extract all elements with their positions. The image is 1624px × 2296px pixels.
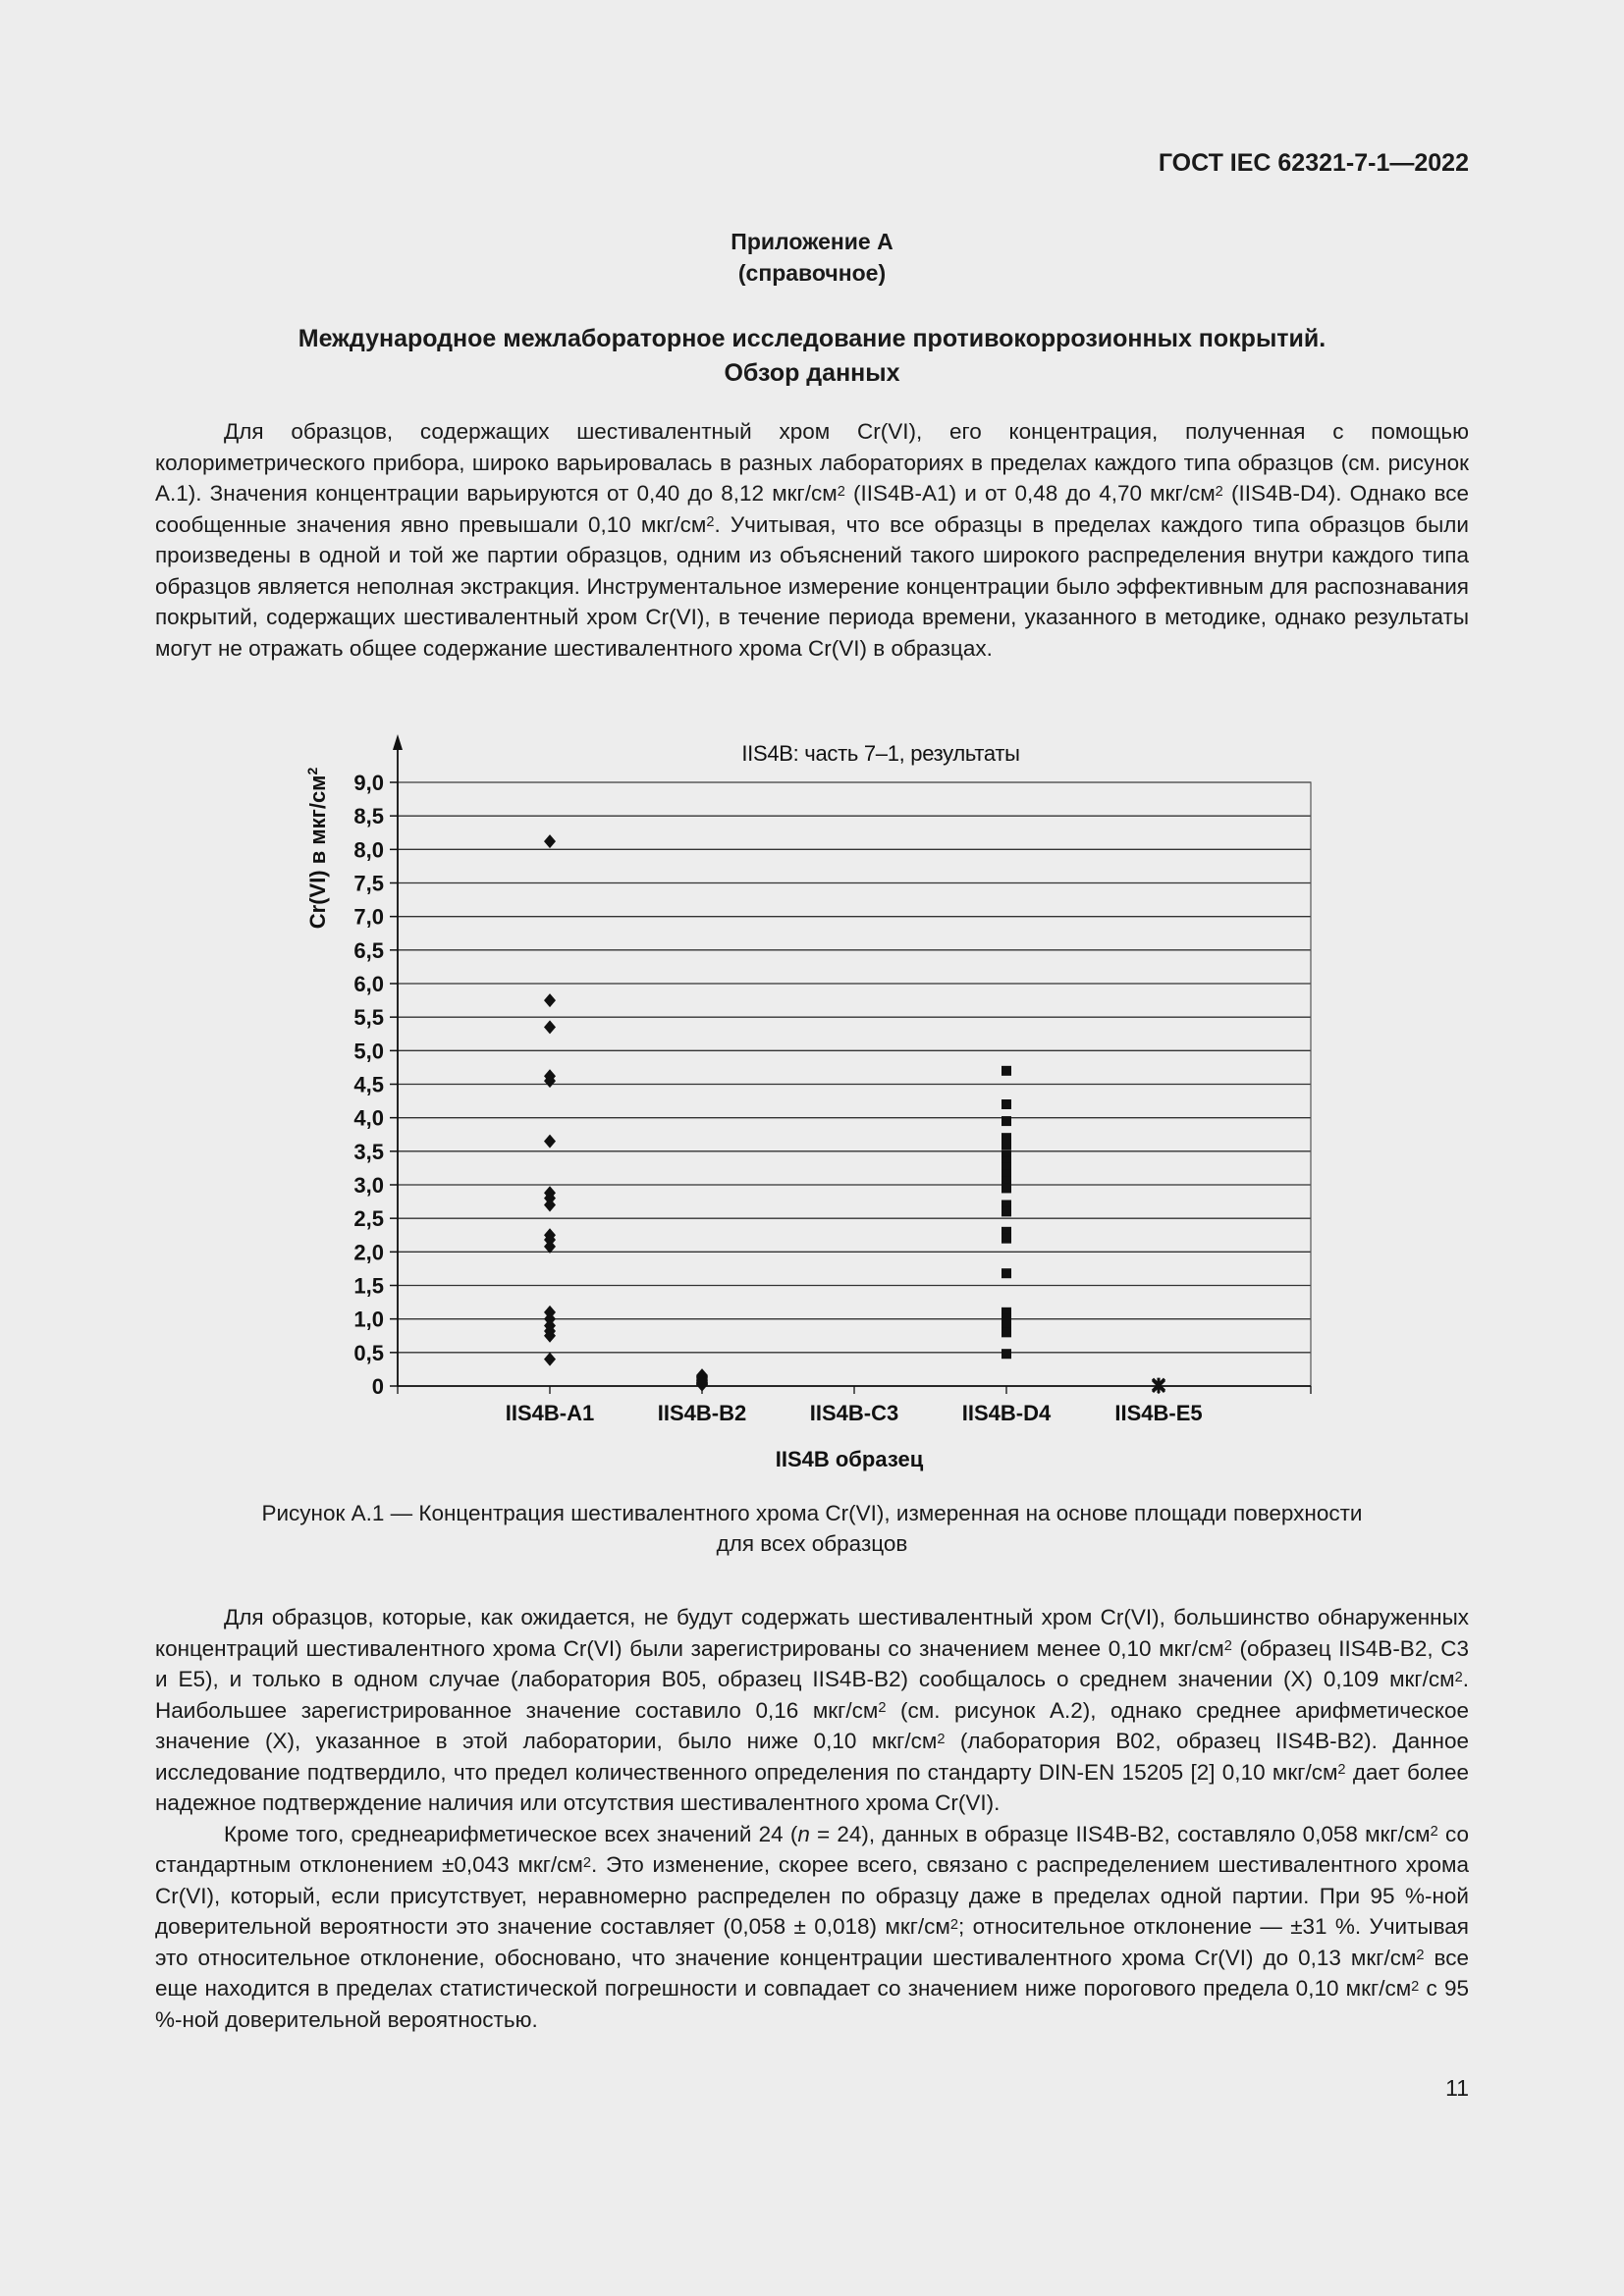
data-point	[1001, 1206, 1011, 1216]
superscript: 2	[1411, 1978, 1420, 1995]
text-run: (IIS4B-D4). Однако все сообщенные значения явно превышали 0,10 мкг/см	[155, 481, 1469, 537]
y-tick-label: 0	[371, 1374, 384, 1399]
y-tick-label: 1,0	[353, 1307, 384, 1332]
y-tick-label: 9,0	[353, 771, 384, 795]
chart-axes	[390, 734, 1311, 1394]
data-point	[1001, 1349, 1011, 1359]
text-run: со стандартным отклонением ±0,043 мкг/см	[155, 1821, 1469, 1877]
superscript: 2	[1223, 1638, 1232, 1655]
y-tick-label: 5,5	[353, 1005, 384, 1031]
figure-caption	[0, 1498, 1624, 1559]
text-run: . Наибольшее зарегистрированное значение составило 0,16 мкг/см	[155, 1667, 1469, 1723]
x-tick-label: IIS4B-C3	[809, 1401, 899, 1425]
data-point	[544, 1353, 556, 1366]
superscript: 2	[1430, 1824, 1438, 1841]
y-tick-label: 4,0	[353, 1105, 384, 1131]
text-run: (образец IIS4B-B2, C3 и E5), и только в одном случае (лаборатория B05, образец IIS4B-B2) сообщалось о среднем значении (X) 0,109 мкг/см	[155, 1635, 1469, 1691]
document-header: ГОСТ IEC 62321-7-1—2022	[1158, 149, 1469, 177]
superscript: 2	[1337, 1762, 1346, 1779]
data-point	[1001, 1183, 1011, 1193]
y-tick-label: 7,5	[353, 871, 384, 896]
text-run: ; относительное отклонение — ±31 %. Учитывая это относительное отклонение, обосновано, что значение концентрации шестивалентного хрома Cr(VI) до 0,13 мкг/см	[155, 1914, 1469, 1970]
data-point	[1001, 1234, 1011, 1244]
text-run: дает более надежное подтверждение наличия или отсутствия шестивалентного хрома Cr(VI).	[155, 1759, 1470, 1815]
section-title-line-1: Международное межлабораторное исследование противокоррозионных покрытий.	[298, 325, 1326, 352]
superscript: 2	[949, 1916, 959, 1933]
superscript: 2	[1454, 1669, 1463, 1685]
y-tick-label: 6,0	[353, 972, 384, 996]
text-run: все еще находится в пределах статистической погрешности и совпадает со значением ниже порогового предела 0,10 мкг/см	[155, 1945, 1470, 2001]
data-point	[1001, 1099, 1011, 1109]
data-point	[544, 1135, 556, 1148]
y-tick-label: 8,0	[353, 837, 384, 863]
data-point	[1001, 1116, 1011, 1126]
x-tick-label: IIS4B-B2	[657, 1401, 747, 1425]
paragraph-results	[155, 1602, 1469, 2035]
page-number: 11	[1445, 2075, 1469, 2101]
superscript: 2	[582, 1854, 592, 1871]
chart-y-axis-label	[304, 768, 330, 930]
annex-type: (справочное)	[737, 260, 887, 286]
text-run: (лаборатория B02, образец IIS4B-B2). Данное исследование подтвердило, что предел количественного определения по стандарту DIN-EN 15205 [2] 0,10 мкг/см	[155, 1729, 1469, 1785]
y-tick-label: 3,5	[353, 1139, 384, 1164]
y-tick-label: 2,0	[353, 1240, 384, 1265]
chart-title: IIS4B: часть 7–1, результаты	[741, 741, 1020, 766]
y-tick-label: 2,5	[353, 1206, 384, 1232]
chart-gridlines	[398, 782, 1311, 1353]
superscript: 2	[837, 483, 845, 500]
text-run: Для образцов, содержащих шестивалентный хром Cr(VI), его концентрация, полученная с помощью колориметрического прибора, широко варьировалась в разных лабораториях в пределах каждого типа образцов (см. рисунок А.1). Значения концентрации варьируются от 0,40 до 8,12 мкг/см	[155, 419, 1469, 506]
chart-labels	[353, 771, 1202, 1425]
chart-y-axis-label-superscript: 2	[304, 767, 320, 775]
text-run: . Это изменение, скорее всего, связано с распределением шестивалентного хрома Cr(VI), который, если присутствует, неравномерно распределен по образцу даже в пределах одной партии. При 95 %-ной доверительной вероятности это значение составляет (0,058 ± 0,018) мкг/см	[155, 1852, 1469, 1939]
data-point	[544, 993, 556, 1007]
figure-caption-line-2: для всех образцов	[716, 1531, 908, 1556]
text-run: Для образцов, которые, как ожидается, не будут содержать шестивалентный хром Cr(VI), большинство обнаруженных концентраций шестивалентного хрома Cr(VI) были зарегистрированы со значением менее 0,10 мкг/см	[155, 1605, 1469, 1661]
chart-y-axis-label-text: Cr(VI) в мкг/см	[305, 774, 330, 930]
y-tick-label: 5,0	[353, 1039, 384, 1064]
figure-caption-line-1: Рисунок А.1 — Концентрация шестивалентного хрома Cr(VI), измеренная на основе площади поверхности	[261, 1501, 1363, 1525]
italic-variable: n	[797, 1821, 810, 1846]
y-tick-label: 0,5	[353, 1340, 384, 1365]
y-tick-label: 1,5	[353, 1273, 384, 1299]
superscript: 2	[937, 1731, 946, 1747]
superscript: 2	[1416, 1948, 1425, 1964]
y-tick-label: 6,5	[353, 937, 384, 963]
data-point	[1001, 1268, 1011, 1278]
data-point	[1001, 1327, 1011, 1337]
data-point	[1001, 1066, 1011, 1076]
superscript: 2	[706, 514, 715, 531]
data-point	[1001, 1140, 1011, 1149]
y-axis-arrow	[393, 734, 403, 750]
text-run: . Учитывая, что все образцы в пределах каждого типа образцов были произведены в одной и той же партии образцов, одним из объяснений такого широкого распределения внутри каждого типа образцов является неполная экстракция. Инструментальное измерение концентрации было эффективным для распознавания покрытий, содержащих шестивалентный хром Cr(VI), в течение периода времени, указанного в методике, однако результаты могут не отражать общее содержание шестивалентного хрома Cr(VI) в образцах.	[155, 511, 1470, 661]
data-point	[544, 834, 556, 848]
x-tick-label: IIS4B-E5	[1114, 1401, 1203, 1425]
superscript: 2	[878, 1700, 887, 1717]
text-run: с 95 %-ной доверительной вероятностью.	[155, 1976, 1469, 2032]
superscript: 2	[1215, 483, 1223, 500]
y-tick-label: 3,0	[353, 1173, 384, 1198]
text-run: (см. рисунок А.2), однако среднее арифметическое значение (X), указанное в этой лаборатории, было ниже 0,10 мкг/см	[155, 1697, 1469, 1753]
y-tick-label: 4,5	[353, 1072, 384, 1097]
y-tick-label: 7,0	[353, 904, 384, 930]
x-tick-label: IIS4B-D4	[961, 1401, 1052, 1425]
text-run: (IIS4B-A1) и от 0,48 до 4,70 мкг/см	[844, 481, 1216, 506]
x-tick-label: IIS4B-A1	[505, 1401, 595, 1425]
paragraph-negative-samples	[155, 1602, 1469, 1819]
text-run: Кроме того, среднеарифметическое всех значений 24 (	[224, 1821, 798, 1846]
y-tick-label: 8,5	[353, 804, 384, 829]
data-point	[544, 1020, 556, 1034]
text-run: = 24), данных в образце IIS4B-B2, составляло 0,058 мкг/см	[809, 1821, 1431, 1846]
paragraph-statistics	[155, 1819, 1469, 2036]
section-title-line-2: Обзор данных	[724, 359, 900, 387]
annex-label: Приложение А	[731, 229, 893, 254]
chart-data-points	[544, 834, 1164, 1393]
chart-x-axis-label: IIS4B образец	[775, 1447, 924, 1471]
